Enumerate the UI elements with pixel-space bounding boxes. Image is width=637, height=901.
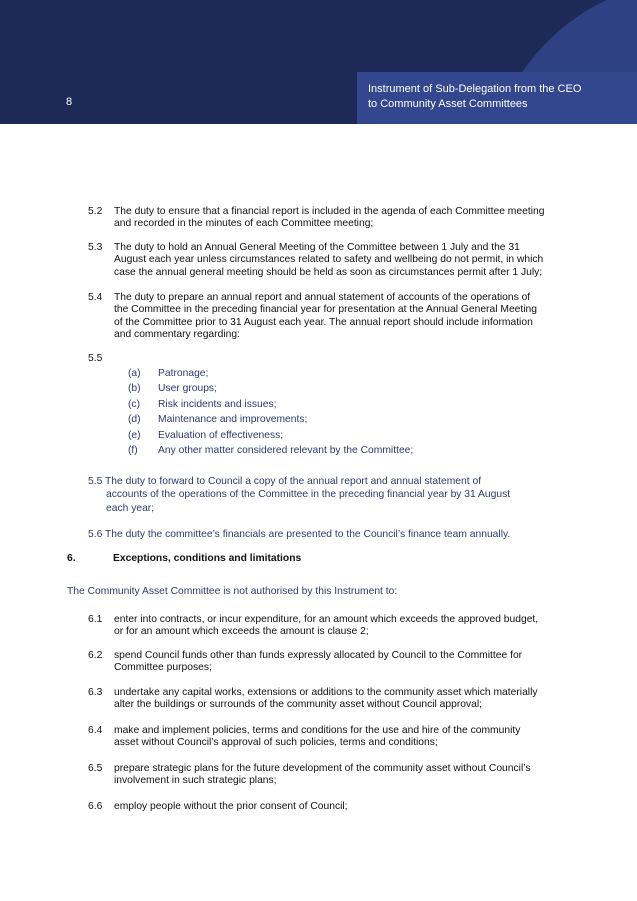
clause-number: 6.3 (88, 687, 103, 698)
clause-number: 6.2 (88, 650, 103, 661)
paragraph-line: accounts of the operations of the Committee in the preceding financial year by 31 August (106, 489, 511, 501)
clause-text (114, 801, 348, 813)
page-number: 8 (66, 96, 73, 108)
clause-number: 5.3 (88, 242, 103, 253)
clause-text (114, 206, 544, 231)
list-item-text: User groups; (158, 383, 217, 394)
clause-line: spend Council funds other than funds expressly allocated by Council to the Committee for (114, 650, 523, 661)
clause-line: make and implement policies, terms and conditions for the use and hire of the community (114, 725, 521, 736)
clause-line: employ people without the prior consent of Council; (114, 801, 348, 812)
paragraph-line: 5.5 The duty to forward to Council a copy of the annual report and annual statement of (88, 476, 482, 487)
list-item-text: Patronage; (158, 368, 209, 379)
clause-text (114, 614, 538, 639)
clause-text (114, 725, 520, 750)
list-item-label: (c) (128, 399, 141, 410)
clause-line: and recorded in the minutes of each Committee meeting; (114, 218, 374, 230)
list-item-text: Any other matter considered relevant by the Committee; (158, 445, 414, 456)
clause-line: or for an amount which exceeds the amount is clause 2; (114, 626, 369, 638)
clause-line: asset without Council’s approval of such policies, terms and conditions; (114, 737, 438, 749)
clause-line: prepare strategic plans for the future development of the community asset without Council’s (114, 763, 531, 774)
clause-line: undertake any capital works, extensions or additions to the community asset which materially (114, 687, 538, 698)
list-item-label: (d) (128, 414, 141, 425)
document-title-line-2: to Community Asset Committees (368, 98, 528, 110)
page-header (0, 0, 637, 124)
clause-line: the Committee in the preceding financial year for presentation at the Annual General Meeting (114, 304, 537, 316)
clause-line: The duty to hold an Annual General Meeting of the Committee between 1 July and the 31 (114, 242, 520, 253)
list-item-text: Maintenance and improvements; (158, 414, 308, 425)
list-item-label: (f) (128, 445, 138, 456)
clause-line: August each year unless circumstances related to safety and wellbeing do not permit, in which (114, 254, 544, 266)
clause-number: 5.2 (88, 206, 103, 217)
clause-line: The duty to prepare an annual report and annual statement of accounts of the operations of (114, 292, 531, 303)
section-number: 6. (67, 553, 76, 564)
clause-line: alter the buildings or surrounds of the community asset without Council approval; (114, 699, 483, 711)
section-title: Exceptions, conditions and limitations (113, 553, 302, 564)
clause-number: 6.5 (88, 763, 103, 774)
clause-number: 6.6 (88, 801, 103, 812)
clause-line: The duty to ensure that a financial report is included in the agenda of each Committee meeting (114, 206, 545, 217)
document-title (368, 82, 630, 112)
clause-text (114, 687, 538, 712)
list-item-text: Evaluation of effectiveness; (158, 430, 284, 441)
list-item-label: (e) (128, 430, 141, 441)
clause-number: 6.4 (88, 725, 103, 736)
clause-line: enter into contracts, or incur expenditure, for an amount which exceeds the approved budget, (114, 614, 539, 625)
clause-text (114, 763, 530, 788)
clause-text (114, 242, 543, 279)
clause-number: 5.5 (88, 353, 103, 364)
paragraph-5-6: 5.6 The duty the committee’s financials are presented to the Council’s finance team annually. (88, 529, 511, 540)
list-item-label: (b) (128, 383, 141, 394)
clause-line: of the Committee prior to 31 August each year. The annual report should include information (114, 316, 533, 328)
list-item-text: Risk incidents and issues; (158, 399, 277, 410)
list-item-label: (a) (128, 368, 141, 379)
document-title-line-1: Instrument of Sub-Delegation from the CEO (368, 83, 582, 95)
section-heading (67, 553, 302, 564)
clause-text (114, 292, 537, 342)
clause-line: case the annual general meeting should be held as soon as circumstances permit after 1 July; (114, 266, 543, 278)
clause-line: and commentary regarding: (114, 329, 240, 341)
paragraph-line: each year; (106, 502, 155, 514)
clause-line: Committee purposes; (114, 662, 212, 674)
clause-number: 5.4 (88, 292, 103, 303)
clause-number: 6.1 (88, 614, 103, 625)
clause-line: involvement in such strategic plans; (114, 775, 277, 787)
clause-text (114, 650, 522, 675)
paragraph-5-5 (88, 475, 588, 515)
section-intro: The Community Asset Committee is not authorised by this Instrument to: (67, 586, 398, 597)
